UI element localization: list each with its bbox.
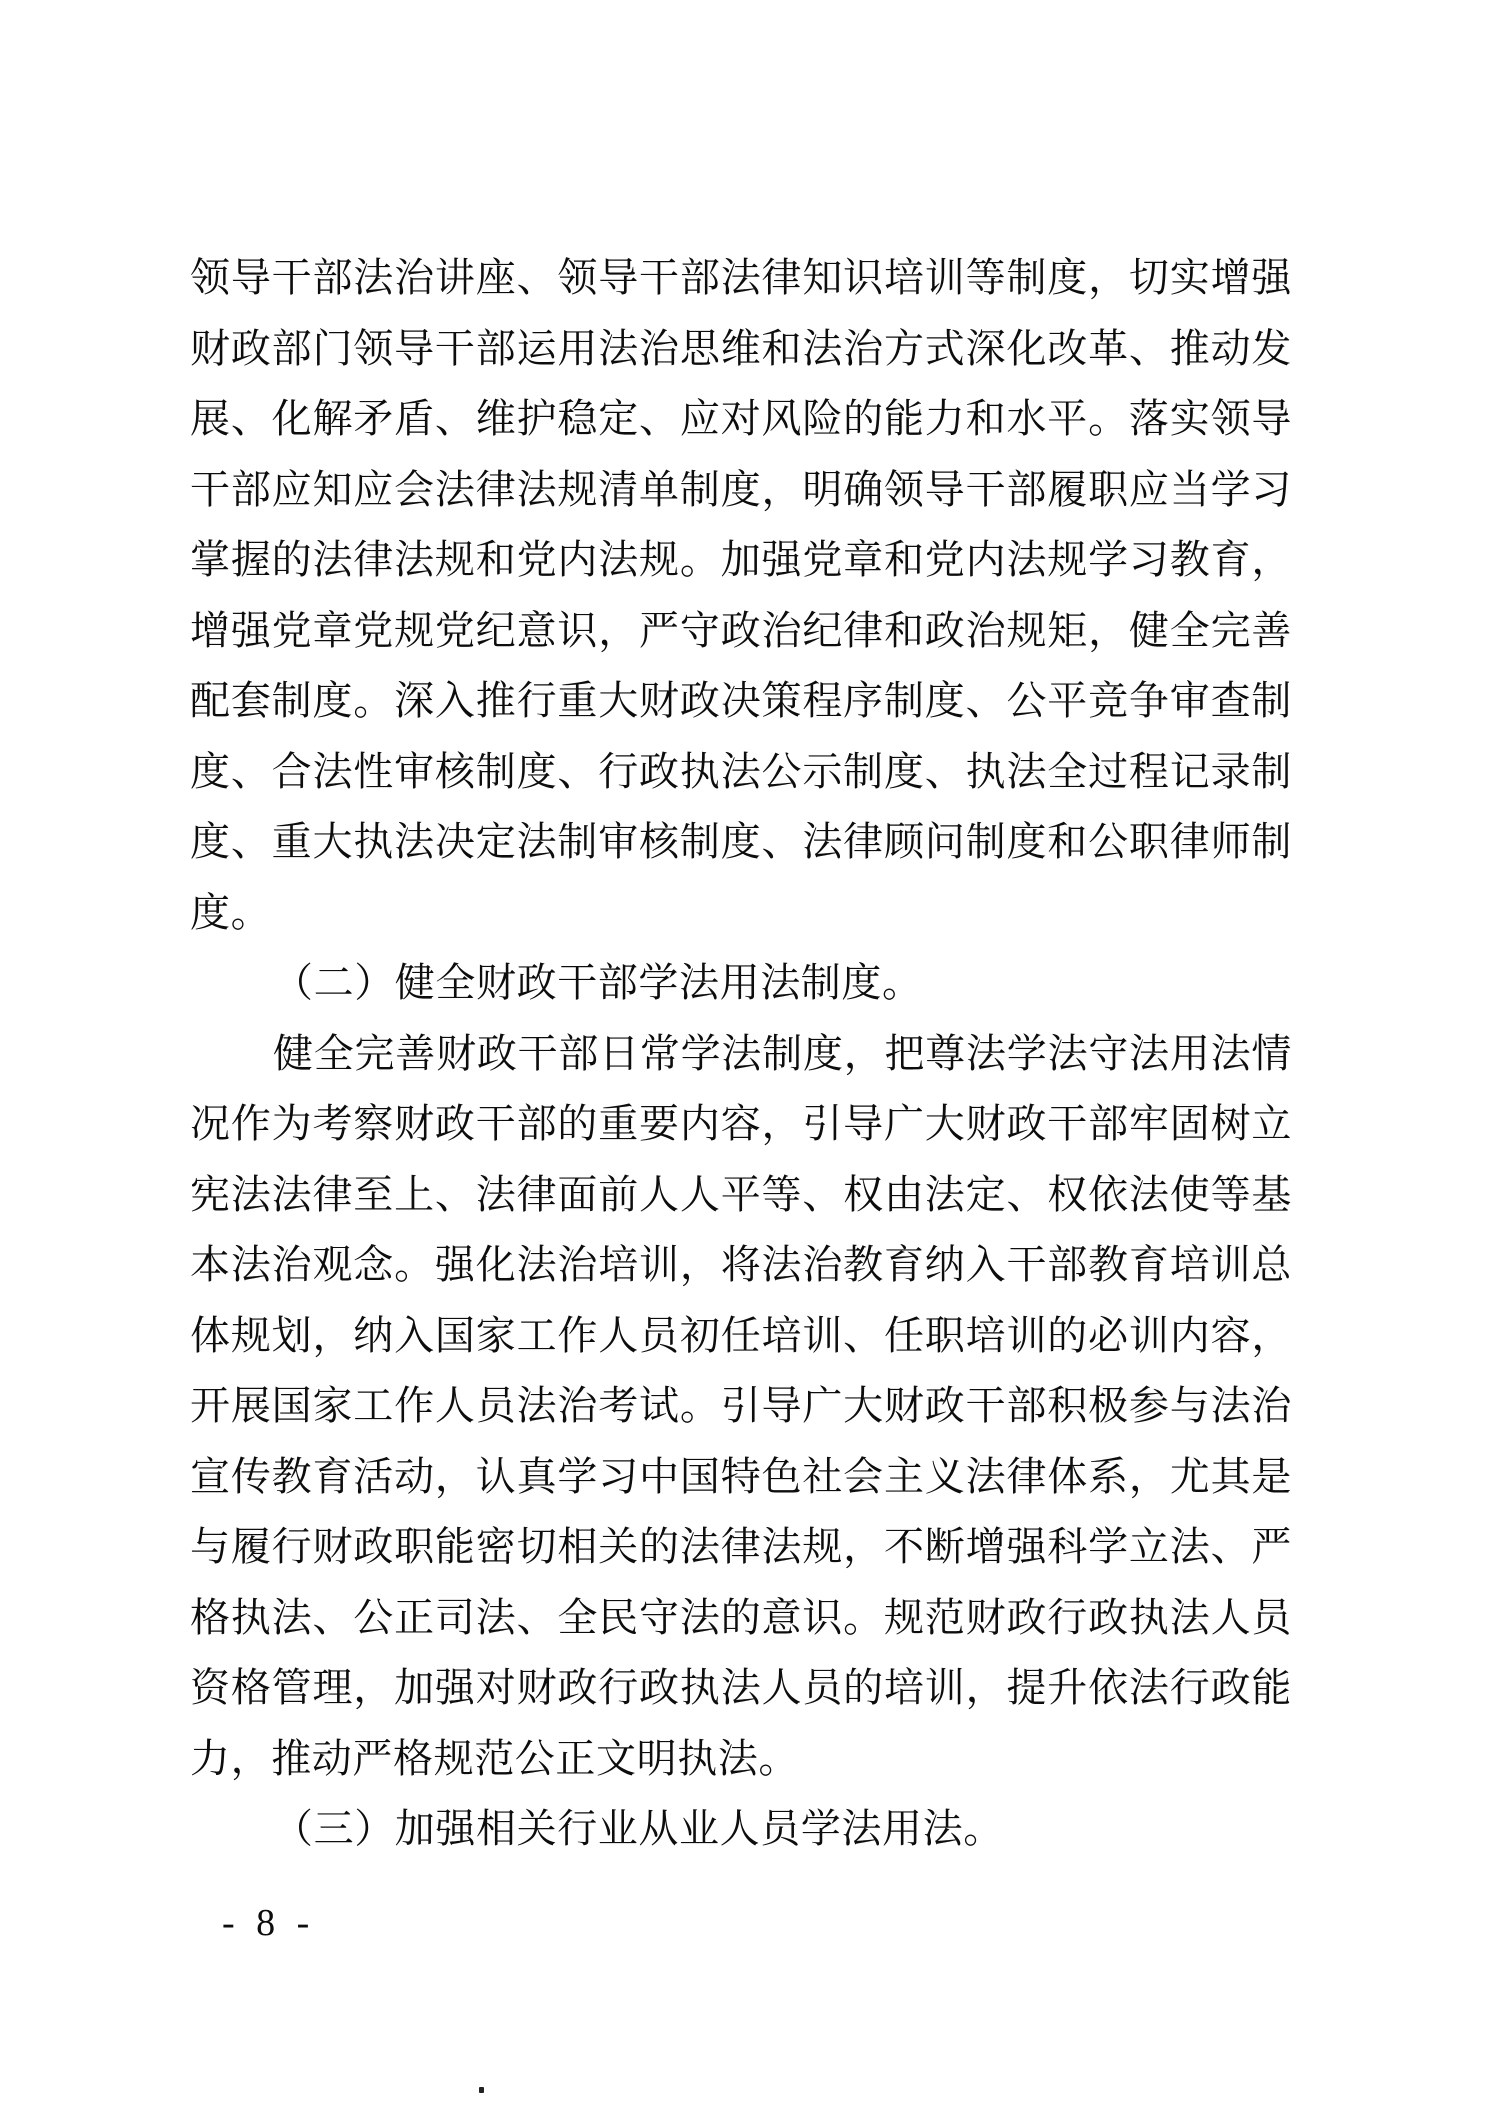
text-line: 本法治观念。强化法治培训，将法治教育纳入干部教育培训总 bbox=[190, 1242, 1292, 1287]
document-body bbox=[190, 243, 1292, 1865]
scan-speck-dot bbox=[479, 2087, 484, 2093]
text-line: 健全完善财政干部日常学法制度，把尊法学法守法用法情 bbox=[273, 1030, 1292, 1076]
text-line: 力，推动严格规范公正文明执法。 bbox=[190, 1735, 799, 1781]
text-line: 开展国家工作人员法治考试。引导广大财政干部积极参与法治 bbox=[190, 1383, 1292, 1428]
text-line: 度。 bbox=[190, 889, 272, 935]
text-line: 况作为考察财政干部的重要内容，引导广大财政干部牢固树立 bbox=[190, 1101, 1292, 1146]
text-line: 掌握的法律法规和党内法规。加强党章和党内法规学习教育， bbox=[190, 537, 1292, 582]
text-line: 度、合法性审核制度、行政执法公示制度、执法全过程记录制 bbox=[190, 748, 1292, 794]
text-line: 领导干部法治讲座、领导干部法律知识培训等制度，切实增强 bbox=[190, 255, 1292, 300]
text-line: 与履行财政职能密切相关的法律法规，不断增强科学立法、严 bbox=[190, 1524, 1292, 1569]
text-line: 增强党章党规党纪意识，严守政治纪律和政治规矩，健全完善 bbox=[190, 607, 1292, 653]
section-heading: （三）加强相关行业从业人员学法用法。 bbox=[273, 1806, 1004, 1851]
text-line: 干部应知应会法律法规清单制度，明确领导干部履职应当学习 bbox=[190, 466, 1292, 512]
text-line: 体规划，纳入国家工作人员初任培训、任职培训的必训内容， bbox=[190, 1312, 1292, 1358]
text-line: 资格管理，加强对财政行政执法人员的培训，提升依法行政能 bbox=[190, 1665, 1292, 1710]
text-line: 度、重大执法决定法制审核制度、法律顾问制度和公职律师制 bbox=[190, 819, 1292, 864]
text-line: 财政部门领导干部运用法治思维和法治方式深化改革、推动发 bbox=[190, 325, 1292, 371]
text-line: 配套制度。深入推行重大财政决策程序制度、公平竞争审查制 bbox=[190, 678, 1292, 723]
section-heading: （二）健全财政干部学法用法制度。 bbox=[273, 960, 923, 1005]
text-line: 格执法、公正司法、全民守法的意识。规范财政行政执法人员 bbox=[190, 1594, 1292, 1640]
text-line: 宪法法律至上、法律面前人人平等、权由法定、权依法使等基 bbox=[190, 1171, 1292, 1217]
text-line: 宣传教育活动，认真学习中国特色社会主义法律体系，尤其是 bbox=[190, 1453, 1292, 1499]
page-number: - 8 - bbox=[222, 1902, 315, 1944]
text-line: 展、化解矛盾、维护稳定、应对风险的能力和水平。落实领导 bbox=[190, 396, 1292, 441]
